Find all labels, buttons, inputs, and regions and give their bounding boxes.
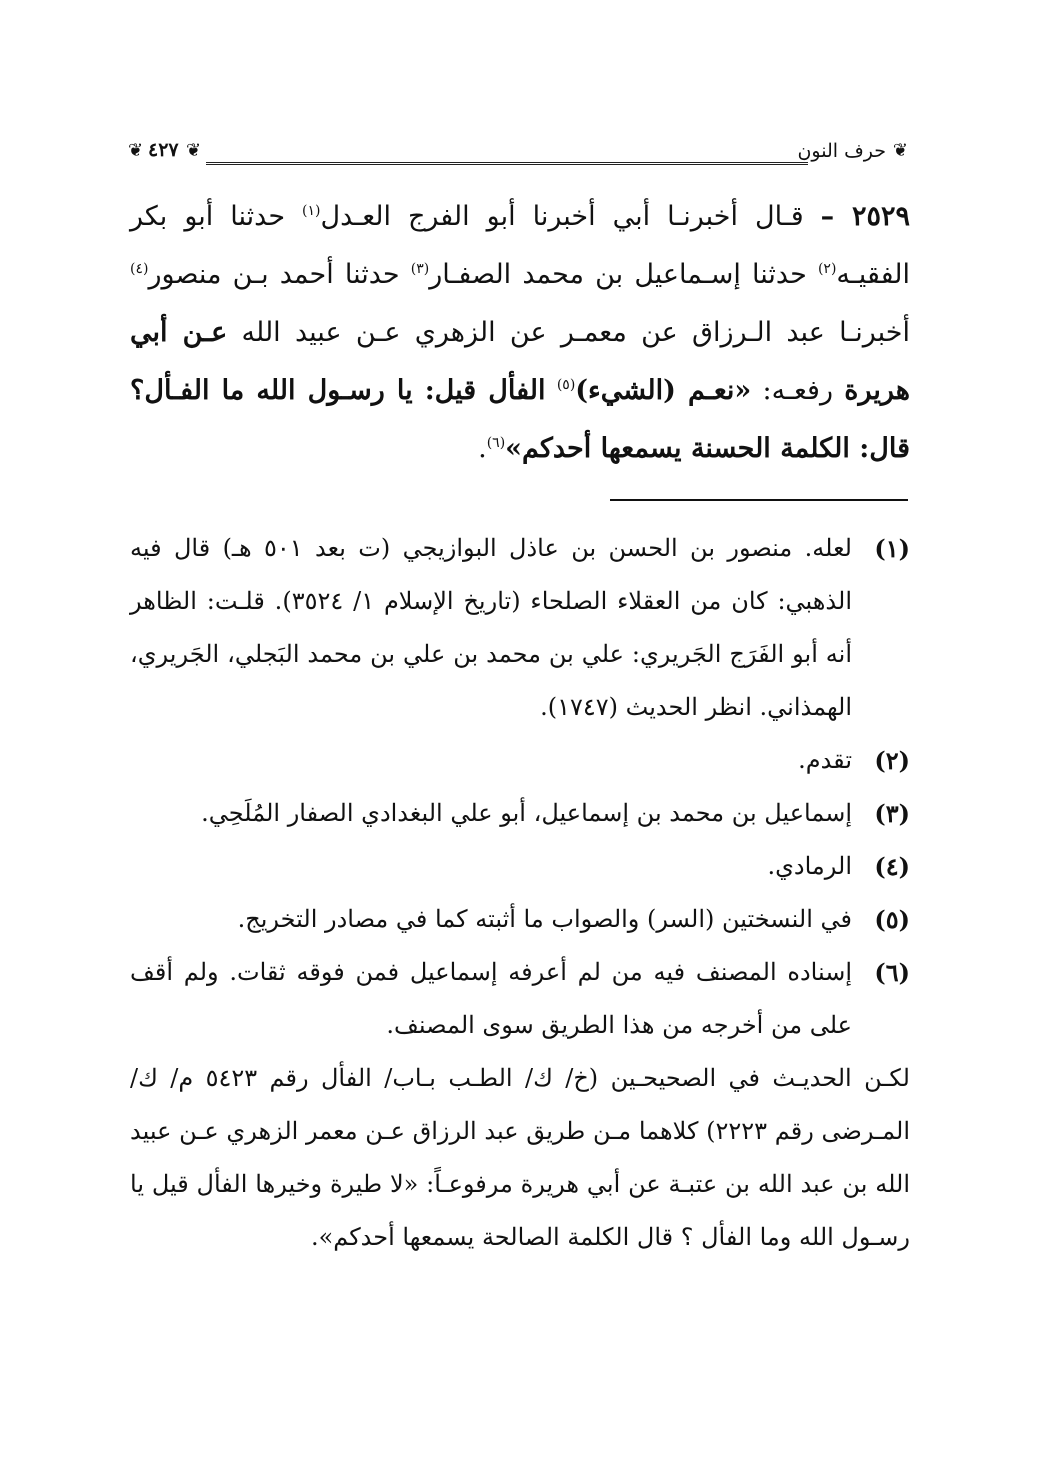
hadith-paragraph [130,188,910,478]
ornament-icon: ❦ [892,140,908,161]
footnote-text: إسناده المصنف فيه من لم أعرفه إسماعيل فمن فوقه ثقات. ولم أقف على من أخرجه من هذا الطريق سوى المصنف. [130,958,852,1039]
hadith-text [130,188,910,478]
footnote-item [130,734,910,787]
hadith-text-segment: حدثنا أحمد بـن منصور [148,259,400,290]
footnote-ref[interactable]: (٣) [410,261,430,277]
footnote-ref[interactable]: (٥) [556,377,576,393]
hadith-narrator: عـن أبي هريرة [130,317,910,406]
footnote-ref[interactable]: (٦) [486,435,506,451]
footnote-item [130,787,910,840]
footnote-number: (٥) [874,905,910,934]
footnote-text: لعله. منصور بن الحسن بن عاذل البوازيجي (ت بعد ٥٠١ هـ) قال فيه الذهبي: كان من العقلاء الصلحاء (تاريخ الإسلام ١/ ٣٥٢٤). قلـت: الظاهر أنه أبو الفَرَج الجَريري: علي بن محمد بن علي بن محمد البَجلي، الجَريري، الهمذاني. انظر الحديث (١٧٤٧). [130,534,853,721]
footnote-ref[interactable]: (٢) [817,261,837,277]
footnote-number: (٣) [874,799,910,828]
hadith-text-segment: حدثنا أبو بكر الفقيـه [130,201,910,290]
footnote-item [130,840,910,893]
hadith-text-segment: . [478,433,487,464]
footnote-number: (٤) [874,852,910,881]
footnote-item [130,946,910,1052]
header-double-rule [206,162,808,165]
footnote-text: الرمادي. [767,852,852,880]
page-number: ٤٢٧ [148,139,179,161]
footnote-text: إسماعيل بن محمد بن إسماعيل، أبو علي البغدادي الصفار المُلَحِي. [201,799,852,827]
footnote-ref[interactable]: (١) [302,203,321,219]
hadith-matn: «نعـم (الشيء) [575,375,752,406]
footnote-continuation: لكـن الحديـث في الصحيحـين (خ/ ك/ الطـب بـاب/ الفأل رقم ٥٤٢٣ م/ ك/ المـرضى رقم ٢٢٢٣) كلاهما مـن طريق عبد الرزاق عـن معمر الزهري عـن عبيد الله بن عبد الله بن عتبـة عن أبي هريرة مرفوعـاً: «لا طيرة وخيرها الفأل قيل يا رسـول الله وما الفأل ؟ قال الكلمة الصالحة يسمعها أحدكم». [130,1064,911,1251]
hadith-text-segment: أخبرنـا عبد الـرزاق عن معمـر عن الزهري عـن عبيد الله [241,317,910,348]
footnote-number: (١) [874,534,910,563]
footnote-text: تقدم. [798,746,852,774]
hadith-number: ٢٥٢٩ – [820,201,910,232]
footnote-number: (٦) [874,958,910,987]
footnote-item [130,893,910,946]
hadith-text-segment: قـال أخبرنـا أبي أخبرنا أبو الفرج العـدل [320,201,804,232]
hadith-text-segment: حدثنا إسـماعيل بن محمد الصفـار [429,259,807,290]
hadith-matn: الفأل قيل: يا رسـول الله ما الفـأل؟ قال: الكلمة الحسنة يسمعها أحدكم» [130,375,910,464]
footnote-text: في النسختين (السر) والصواب ما أثبته كما في مصادر التخريج. [237,905,852,933]
footnote-item [130,522,910,734]
ornament-icon: ❦ [128,140,144,161]
footnote-number: (٢) [874,746,910,775]
footnote-ref[interactable]: (٤) [130,261,149,277]
hadith-text-segment: رفعـه: [762,375,833,406]
footnote-separator [610,499,908,501]
header-chapter-title: حرف النون [797,140,886,162]
footnotes [130,522,910,1264]
running-header [128,138,908,172]
ornament-icon: ❦ [186,140,202,161]
